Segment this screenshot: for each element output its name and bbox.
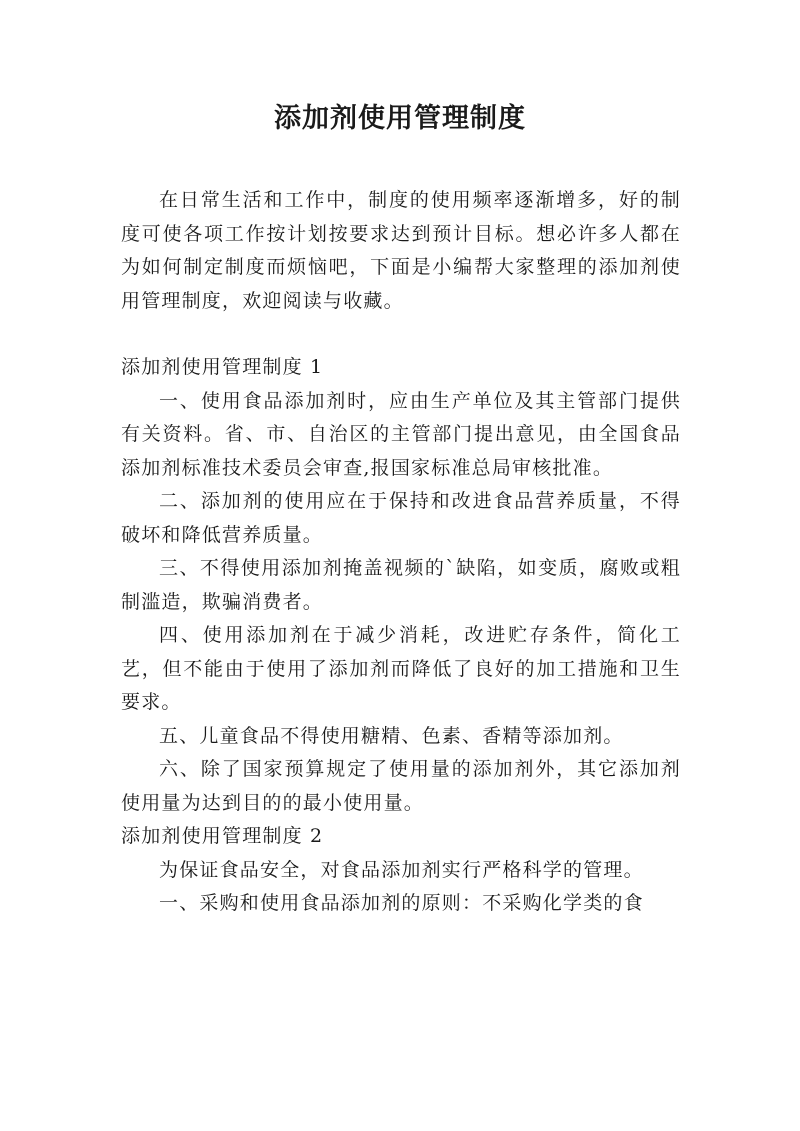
document-title: 添加剂使用管理制度 (274, 103, 526, 134)
section2-paragraph-2: 一、采购和使用食品添加剂的原则：不采购化学类的食 (159, 892, 644, 914)
section1-paragraph-3: 三、不得使用添加剂掩盖视频的`缺陷，如变质，腐败或粗制滥造，欺骗消费者。 (121, 557, 681, 613)
section1-paragraph-2: 二、添加剂的使用应在于保持和改进食品营养质量，不得破坏和降低营养质量。 (121, 490, 681, 546)
section1-paragraph-1: 一、使用食品添加剂时，应由生产单位及其主管部门提供有关资料。省、市、自治区的主管部门提出意见，由全国食品添加剂标准技术委员会审查,报国家标准总局审核批准。 (121, 389, 681, 479)
section1-paragraph-6: 六、除了国家预算规定了使用量的添加剂外，其它添加剂使用量为达到目的的最小使用量。 (121, 758, 681, 814)
section1-paragraph-5: 五、儿童食品不得使用糖精、色素、香精等添加剂。 (159, 724, 624, 747)
section-heading-2: 添加剂使用管理制度 2 (121, 825, 324, 847)
section-heading-1: 添加剂使用管理制度 1 (121, 356, 324, 378)
section2-paragraph-1: 为保证食品安全，对食品添加剂实行严格科学的管理。 (159, 858, 644, 881)
section-spacer (121, 318, 681, 351)
document-body (121, 184, 681, 921)
section1-paragraph-4: 四、使用添加剂在于减少消耗，改进贮存条件，简化工艺，但不能由于使用了添加剂而降低了良好的加工措施和卫生要求。 (121, 624, 681, 713)
intro-paragraph: 在日常生活和工作中，制度的使用频率逐渐增多，好的制度可使各项工作按计划按要求达到预计目标。想必许多人都在为如何制定制度而烦恼吧，下面是小编帮大家整理的添加剂使用管理制度，欢迎阅读与收藏。 (121, 189, 681, 312)
